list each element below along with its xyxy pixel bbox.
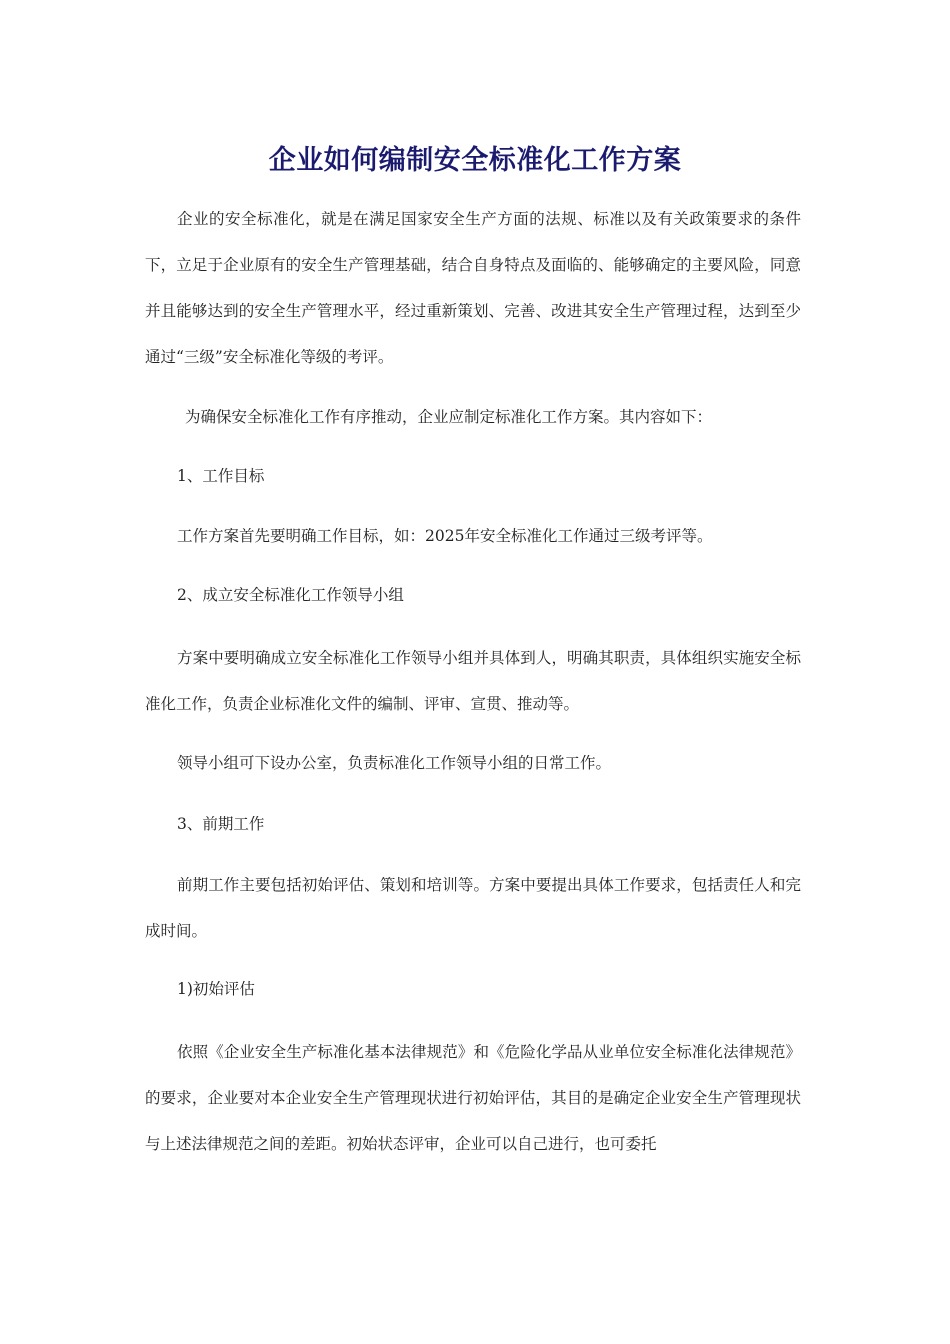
paragraph-assessment: 依照《企业安全生产标准化基本法律规范》和《危险化学品从业单位安全标准化法律规范》的要求，企业要对本企业安全生产管理现状进行初始评估，其目的是确定企业安全生产管理现状与上述法律规范之间的差距。初始状态评审，企业可以自己进行，也可委托 xyxy=(145,1043,801,1153)
paragraph-purpose: 为确保安全标准化工作有序推动，企业应制定标准化工作方案。其内容如下： xyxy=(185,408,713,426)
paragraph-goal: 工作方案首先要明确工作目标，如：2025年安全标准化工作通过三级考评等。 xyxy=(177,527,713,545)
subsection-heading-initial-assessment: 1)初始评估 xyxy=(177,980,255,998)
paragraph-office: 领导小组可下设办公室，负责标准化工作领导小组的日常工作。 xyxy=(177,754,612,772)
section-heading-3: 3、前期工作 xyxy=(177,815,265,833)
document-title: 企业如何编制安全标准化工作方案 xyxy=(268,145,682,176)
paragraph-intro: 企业的安全标准化，就是在满足国家安全生产方面的法规、标准以及有关政策要求的条件下，立足于企业原有的安全生产管理基础，结合自身特点及面临的、能够确定的主要风险，同意并且能够达到的安全生产管理水平，经过重新策划、完善、改进其安全生产管理过程，达到至少通过“三级”安全标准化等级的考评。 xyxy=(145,210,801,366)
section-heading-1: 1、工作目标 xyxy=(177,467,265,485)
section-heading-2: 2、成立安全标准化工作领导小组 xyxy=(177,586,404,604)
paragraph-team: 方案中要明确成立安全标准化工作领导小组并具体到人，明确其职责，具体组织实施安全标准化工作，负责企业标准化文件的编制、评审、宣贯、推动等。 xyxy=(145,649,801,713)
paragraph-prework: 前期工作主要包括初始评估、策划和培训等。方案中要提出具体工作要求，包括责任人和完成时间。 xyxy=(145,876,801,940)
